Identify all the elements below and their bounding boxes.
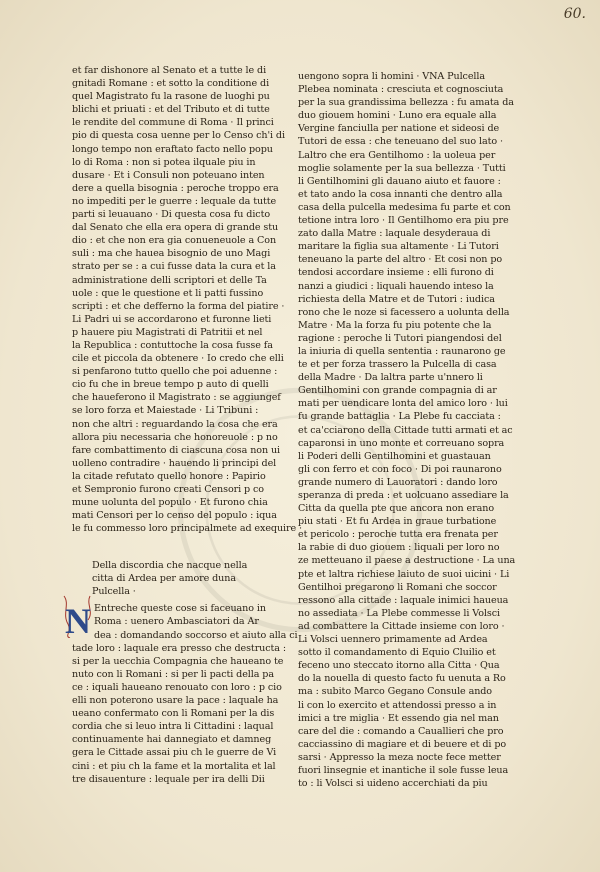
text-line: caparonsi in uno monte et correuano sopra xyxy=(298,437,505,449)
text-line: mati Censori per lo censo del populo : iqua xyxy=(72,510,277,522)
text-line: fuori linsegnie et inantiche il sole fusse leua xyxy=(298,764,509,776)
left-column xyxy=(65,64,302,786)
text-line: allora piu necessaria che honoreuole : p no xyxy=(72,431,278,443)
text-line: cio fu che in breue tempo p auto di quelli xyxy=(72,379,269,391)
text-line: cacciassino di magiare et di beuere et di po xyxy=(298,738,507,750)
text-line: nanzi a giudici : liquali hauendo inteso la xyxy=(298,280,494,292)
folio-number: 60. xyxy=(563,6,586,22)
text-line: piu stati · Et fu Ardea in graue turbatione xyxy=(298,516,497,528)
text-line: tendosi accordare insieme : elli furono di xyxy=(298,267,494,279)
rubric-line: citta di Ardea per amore duna xyxy=(92,573,236,585)
text-line: fare combattimento di ciascuna cosa non ui xyxy=(72,444,281,456)
text-line: non che altri : reguardando la cosa che era xyxy=(72,418,278,430)
text-line: la citade refutato quello honore : Papirio xyxy=(72,470,266,482)
text-line: continuamente hai dannegiato et damneg xyxy=(72,734,272,746)
text-line: sarsi · Appresso la meza nocte fece metter xyxy=(298,751,501,763)
text-line: dusare · Et i Consuli non poteuano inten xyxy=(72,169,265,181)
text-line: Li Volsci uennero primamente ad Ardea xyxy=(298,634,488,646)
text-line: ueano confermato con li Romani per la dis xyxy=(72,708,275,720)
illuminated-initial: N xyxy=(65,601,91,642)
text-line: Vergine fanciulla per natione et sideosi de xyxy=(298,123,500,135)
text-line: care del die : comando a Cauallieri che pro xyxy=(298,725,504,737)
text-line: mune uolunta del populo · Et furono chia xyxy=(72,497,268,509)
text-line: et tato ando la cosa innanti che dentro alla xyxy=(298,188,503,200)
text-line: richiesta della Matre et de Tutori : iudica xyxy=(298,293,495,305)
text-line: Tutori de essa : che teneuano del suo lato · xyxy=(298,136,503,148)
text-line: casa della pulcella medesima fu parte et con xyxy=(298,201,511,213)
text-line: si per la uecchia Compagnia che haueano te xyxy=(72,655,284,667)
text-line: Entreche queste cose si faceuano in xyxy=(94,603,266,615)
text-line: longo tempo non eraftato facto nello popu xyxy=(72,143,273,155)
text-line: te et per forza trassero la Pulcella di casa xyxy=(298,359,497,371)
text-line: strato per se : a cui fusse data la cura et la xyxy=(72,261,276,273)
text-line: cordia che si leuo intra li Cittadini : laqual xyxy=(72,721,274,733)
text-line: ressono alla cittade : laquale inimici haueua xyxy=(298,594,509,606)
text-line: p hauere piu Magistrati di Patritii et nel xyxy=(72,326,263,338)
text-line: teneuano la parte del altro · Et cosi non po xyxy=(298,254,503,266)
text-line: si penfarono tutto quello che poi aduenne : xyxy=(72,366,278,378)
text-line: gli con ferro et con foco · Di poi raunarono xyxy=(298,463,502,475)
text-line: tetione intra loro · Il Gentilhomo era piu pre xyxy=(298,215,509,227)
text-line: che haueferono il Magistrato : se aggiungef xyxy=(72,392,281,404)
text-line: administratione delli scriptori et delle Ta xyxy=(72,274,267,286)
text-line: uengono sopra li homini · VNA Pulcella xyxy=(298,71,485,82)
text-line: Gentilhoi pregarono li Romani che soccor xyxy=(298,581,497,593)
text-line: Citta da quella pte que ancora non erano xyxy=(298,503,494,515)
text-line: to : li Volsci si uideno accerchiati da piu xyxy=(298,778,488,790)
text-line: le fu commesso loro principalmete ad exequire · xyxy=(72,523,302,535)
text-line: Matre · Ma la forza fu piu potente che la xyxy=(298,319,492,331)
text-line: Roma : uenero Ambasciatori da Ar xyxy=(94,616,259,628)
text-line: ze metteuano il paese a destructione · La una xyxy=(298,555,516,567)
text-line: cile et piccola da obtenere · Io credo che elli xyxy=(72,353,284,365)
text-line: zato dalla Matre : laquale desyderaua di xyxy=(298,228,491,240)
text-line: no assediata · La Plebe commesse li Volsci xyxy=(298,607,500,619)
text-line: maritare la figlia sua altamente · Li Tutori xyxy=(298,241,499,253)
text-line: et ca'cciarono della Cittade tutti armati et ac xyxy=(298,424,513,436)
text-line: pte et laltra richiese laiuto de suoi uicini · Li xyxy=(298,568,510,580)
text-line: do la nouella di questo facto fu uenuta a Ro xyxy=(298,673,506,685)
text-line: la iniuria di quella sententia : raunarono ge xyxy=(298,345,506,357)
text-line: gera le Cittade assai piu ch le guerre de Vi xyxy=(72,747,277,759)
text-line: imici a tre miglia · Et essendo gia nel man xyxy=(298,712,499,724)
text-line: le rendite del commune di Roma · Il princi xyxy=(72,117,274,129)
text-line: dio : et che non era gia conueneuole a Con xyxy=(72,235,277,247)
text-line: moglie solamente per la sua bellezza · Tutti xyxy=(298,162,506,174)
text-line: dal Senato che ella era opera di grande stu xyxy=(72,222,279,234)
text-line: della Madre · Da laltra parte u'nnero li xyxy=(298,372,483,384)
text-line: nuto con li Romani : si per li pacti della pa xyxy=(72,668,274,680)
text-line: rono che le noze si facessero a uolunta della xyxy=(298,306,510,318)
text-line: ce : iquali haueano renouato con loro : p cio xyxy=(72,681,282,693)
text-line: Laltro che era Gentilhomo : la uoleua per xyxy=(298,149,496,161)
text-line: tre disauenture : lequale per ira delli Dii xyxy=(72,773,265,785)
left-text-bottom xyxy=(65,601,298,785)
text-line: fu grande battaglia · La Plebe fu cacciata : xyxy=(298,411,501,423)
text-line: la Republica : contuttoche la cosa fusse fa xyxy=(72,339,273,351)
text-line: duo giouem homini · Luno era equale alla xyxy=(298,110,497,122)
text-line: et Sempronio furono creati Censori p co xyxy=(72,484,264,495)
left-text-top xyxy=(72,64,302,535)
text-line: se loro forza et Maiestade · Li Tribuni : xyxy=(72,405,259,417)
text-line: ma : subito Marco Gegano Consule ando xyxy=(298,686,492,698)
text-line: elli non poterono usare la pace : laquale ha xyxy=(72,695,279,707)
rubric-line: Pulcella · xyxy=(92,586,136,598)
text-line: grande numero di Lauoratori : dando loro xyxy=(298,476,498,488)
chapter-rubric xyxy=(72,559,272,598)
text-line: uolleno contradire · hauendo li principi del xyxy=(72,457,277,469)
text-line: et pericolo : peroche tutta era frenata per xyxy=(298,529,498,541)
text-line: quel Magistrato fu la rasone de luoghi pu xyxy=(72,91,270,103)
text-line: no impediti per le guerre : lequale da tutte xyxy=(72,195,277,207)
text-line: feceno uno steccato itorno alla Citta · Qua xyxy=(298,660,500,672)
text-line: parti si leuauano · Di questa cosa fu dicto xyxy=(72,209,270,221)
text-line: Plebea nominata : cresciuta et cognosciuta xyxy=(298,84,504,96)
text-line: scripti : et che defferno la forma del piatire · xyxy=(72,300,285,312)
text-line: Li Padri ui se accordarono et furonne lieti xyxy=(72,313,272,325)
text-line: per la sua grandissima bellezza : fu amata da xyxy=(298,97,514,109)
text-line: uole : que le questione et li patti fussino xyxy=(72,287,264,299)
text-line: sotto il comandamento di Equio Cluilio et xyxy=(298,647,496,659)
rubric-line: Della discordia che nacque nella xyxy=(92,560,248,572)
text-line: blichi et priuati : et del Tributo et di tutte xyxy=(72,104,270,116)
text-line: dere a quella bisognia : peroche troppo era xyxy=(72,182,279,194)
text-line: li con lo exercito et attendossi presso a in xyxy=(298,699,497,711)
text-line: li Gentilhomini gli dauano aiuto et fauore : xyxy=(298,175,501,187)
text-line: ad combattere la Cittade insieme con loro · xyxy=(298,620,505,632)
text-line: ragione : peroche li Tutori piangendosi del xyxy=(298,332,502,344)
text-line: li Poderi delli Gentilhomini et guastauan xyxy=(298,450,491,462)
text-line: mati per uendicare lonta del amico loro · lui xyxy=(298,398,508,410)
text-line: lo di Roma : non si potea ilquale piu in xyxy=(72,156,256,168)
text-line: Gentilhomini con grande compagnia di ar xyxy=(298,385,497,397)
text-line: et far dishonore al Senato et a tutte le di xyxy=(72,65,267,76)
text-line: dea : domandando soccorso et aiuto alla ci xyxy=(94,629,298,641)
text-line: suli : ma che hauea bisognio de uno Magi xyxy=(72,248,271,260)
right-column xyxy=(298,70,516,790)
text-line: gnitadi Romane : et sotto la conditione di xyxy=(72,78,270,90)
text-line: tade loro : laquale era presso che destructa : xyxy=(72,642,286,654)
text-line: cini : et piu ch la fame et la mortalita et lal xyxy=(72,760,276,772)
text-line: speranza di preda : et uolcuano assediare la xyxy=(298,490,509,501)
text-line: la rabie di duo giouem : liquali per loro no xyxy=(298,542,500,554)
text-line: pio di questa cosa uenne per lo Censo ch'i di xyxy=(72,130,285,142)
